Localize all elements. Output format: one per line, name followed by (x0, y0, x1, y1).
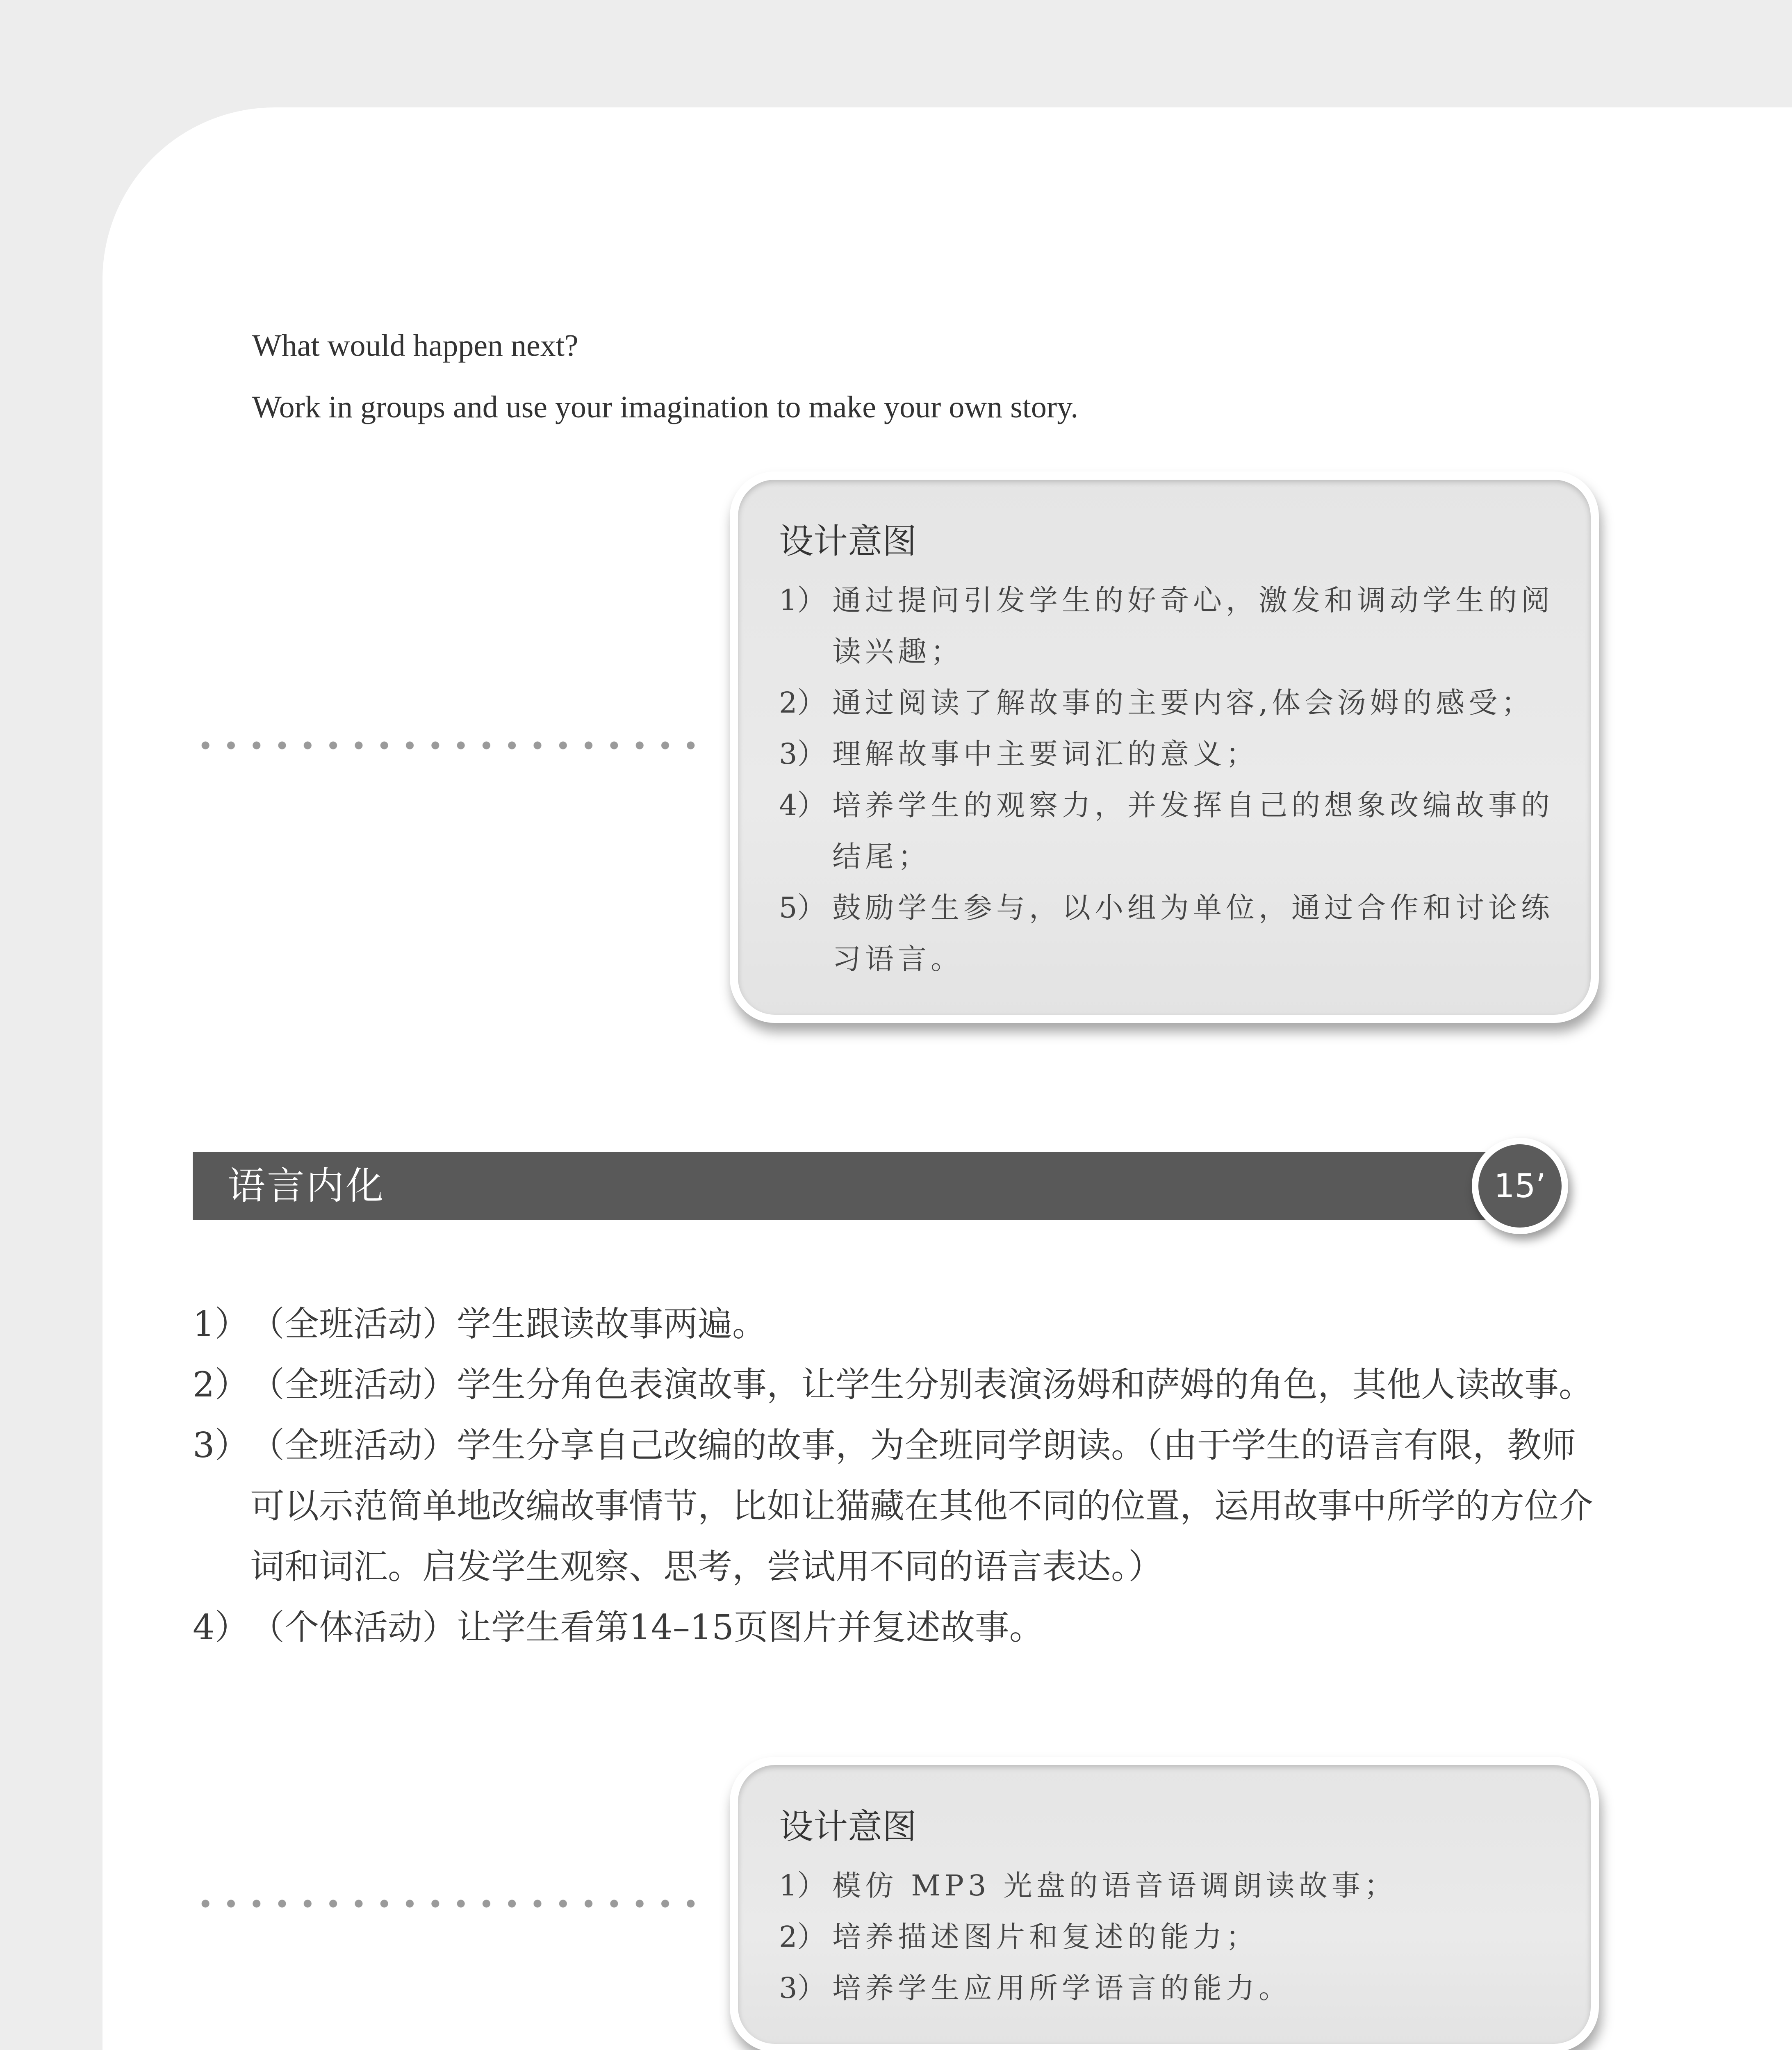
item-text: 培养描述图片和复述的能力； (832, 1920, 1259, 1954)
design-intent-box (730, 1757, 1599, 2050)
intro-question: What would happen next? (252, 328, 578, 363)
item-number: 1） (779, 583, 826, 617)
item-number: 5） (779, 891, 826, 925)
design-intent-box (730, 472, 1599, 1023)
activity-list (193, 1294, 1603, 1658)
activity-item (193, 1294, 1603, 1354)
section-title: 语言内化 (228, 1164, 385, 1208)
activity-item (193, 1415, 1603, 1597)
item-text: 培养学生应用所学语言的能力。 (832, 1971, 1291, 2005)
item-number: 1） (779, 1869, 826, 1902)
dot-leader (193, 1899, 703, 1909)
activity-text: （全班活动）学生跟读故事两遍。 (250, 1304, 767, 1344)
design-intent-panel (738, 1765, 1591, 2044)
design-intent-item (779, 575, 1558, 677)
item-number: 4） (779, 788, 826, 822)
item-text: 培养学生的观察力，并发挥自己的想象改编故事的结尾； (832, 788, 1554, 873)
activity-number: 2） (193, 1364, 249, 1405)
design-intent-item (779, 677, 1558, 729)
activity-number: 1） (193, 1304, 249, 1344)
design-intent-title: 设计意图 (779, 521, 917, 561)
activity-item (193, 1597, 1603, 1658)
design-intent-item (779, 1860, 1558, 1911)
activity-text: （全班活动）学生分角色表演故事，让学生分别表演汤姆和萨姆的角色，其他人读故事。 (250, 1364, 1594, 1405)
activity-number: 4） (193, 1607, 249, 1647)
item-text: 鼓励学生参与，以小组为单位，通过合作和讨论练习语言。 (832, 891, 1554, 976)
design-intent-item (779, 882, 1558, 985)
dot-leader (193, 740, 703, 750)
item-number: 3） (779, 1971, 826, 2005)
item-text: 通过阅读了解故事的主要内容,体会汤姆的感受； (832, 686, 1535, 720)
item-text: 模仿 MP3 光盘的语音语调朗读故事； (832, 1869, 1397, 1902)
design-intent-item (779, 1911, 1558, 1963)
intro-instruction: Work in groups and use your imagination to make your own story. (252, 390, 1079, 424)
item-number: 2） (779, 686, 826, 720)
design-intent-item (779, 729, 1558, 780)
design-intent-item (779, 1963, 1558, 2014)
activity-number: 3） (193, 1425, 249, 1465)
section-header (193, 1152, 1501, 1220)
duration-badge (1472, 1138, 1568, 1234)
activity-text: （全班活动）学生分享自己改编的故事，为全班同学朗读。（由于学生的语言有限，教师可以示范简单地改编故事情节，比如让猫藏在其他不同的位置，运用故事中所学的方位介词和词汇。启发学生观察、思考，尝试用不同的语言表达。） (250, 1425, 1594, 1587)
activity-text: （个体活动）让学生看第14–15页图片并复述故事。 (250, 1607, 1044, 1647)
activity-item (193, 1354, 1603, 1415)
item-text: 理解故事中主要词汇的意义； (832, 737, 1259, 771)
design-intent-panel (738, 480, 1591, 1015)
item-number: 3） (779, 737, 826, 771)
design-intent-item (779, 780, 1558, 882)
item-number: 2） (779, 1920, 826, 1954)
design-intent-title: 设计意图 (779, 1806, 917, 1847)
item-text: 通过提问引发学生的好奇心，激发和调动学生的阅读兴趣； (832, 583, 1554, 668)
duration-text: 15’ (1494, 1167, 1546, 1205)
